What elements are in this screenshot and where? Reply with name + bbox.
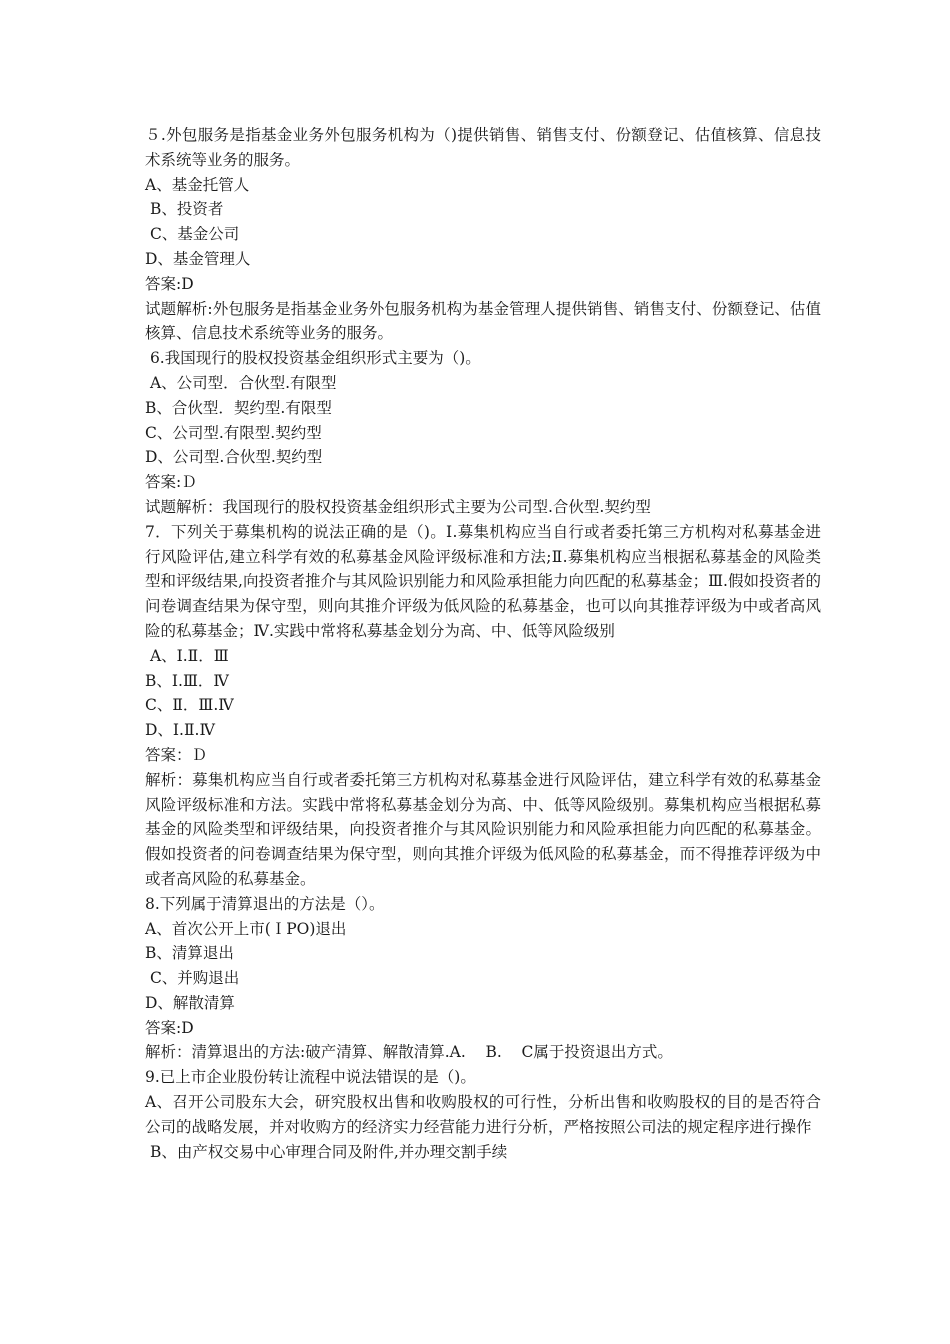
question-5-analysis: 试题解析:外包服务是指基金业务外包服务机构为基金管理人提供销售、销售支付、份额登记、估值核算、信息技术系统等业务的服务。 bbox=[145, 299, 821, 343]
question-8-option-c: C、并购退出 bbox=[145, 969, 240, 988]
question-5-option-a: A、基金托管人 bbox=[145, 175, 250, 194]
question-9-option-a: A、召开公司股东大会，研究股权出售和收购股权的可行性，分析出售和收购股权的目的是否符合公司的战略发展，并对收购方的经济实力经营能力进行分析，严格按照公司法的规定程序进行操作 bbox=[145, 1093, 821, 1136]
document-body bbox=[145, 123, 821, 1164]
question-7-stem: 7．下列关于募集机构的说法正确的是（)。Ⅰ.募集机构应当自行或者委托第三方机构对私募基金进行风险评估,建立科学有效的私募基金风险评级标准和方法;Ⅱ.募集机构应当根据私募基金的风险类型和评级结果,向投资者推介与其风险识别能力和风险承担能力向匹配的私募基金；Ⅲ.假如投资者的问卷调查结果为保守型，则向其推介评级为低风险的私募基金，也可以向其推荐评级为中或者高风险的私募基金；Ⅳ.实践中常将私募基金划分为高、中、低等风险级别 bbox=[145, 522, 821, 640]
question-6-option-c: C、公司型.有限型.契约型 bbox=[145, 423, 322, 442]
question-5-answer: 答案:D bbox=[145, 274, 194, 293]
question-7-option-c: C、Ⅱ．Ⅲ.Ⅳ bbox=[145, 696, 234, 715]
question-5-option-d: D、基金管理人 bbox=[145, 249, 251, 268]
question-7-option-d: D、Ⅰ.Ⅱ.Ⅳ bbox=[145, 721, 215, 740]
question-8-option-b: B、清算退出 bbox=[145, 944, 234, 963]
question-6-option-a: A、公司型．合伙型.有限型 bbox=[145, 373, 337, 392]
question-5-stem: ５.外包服务是指基金业务外包服务机构为（)提供销售、销售支付、份额登记、估值核算、信息技术系统等业务的服务。 bbox=[145, 126, 821, 169]
question-8-analysis: 解析：清算退出的方法:破产清算、解散清算.A. B. C属于投资退出方式。 bbox=[145, 1043, 673, 1062]
question-8-option-d: D、解散清算 bbox=[145, 993, 235, 1012]
question-7-option-b: B、Ⅰ.Ⅲ．Ⅳ bbox=[145, 671, 229, 690]
question-5-option-c: C、基金公司 bbox=[145, 225, 240, 244]
question-6-stem: 6.我国现行的股权投资基金组织形式主要为（)。 bbox=[145, 349, 481, 368]
question-6-option-b: B、合伙型．契约型.有限型 bbox=[145, 398, 332, 417]
question-5-option-b: B、投资者 bbox=[145, 200, 224, 219]
question-9-option-b: B、由产权交易中心审理合同及附件,并办理交割手续 bbox=[145, 1142, 508, 1161]
question-7-analysis: 解析：募集机构应当自行或者委托第三方机构对私募基金进行风险评估，建立科学有效的私募基金风险评级标准和方法。实践中常将私募基金划分为高、中、低等风险级别。募集机构应当根据私募基金的风险类型和评级结果，向投资者推介与其风险识别能力和风险承担能力向匹配的私募基金。假如投资者的问卷调查结果为保守型，则向其推介评级为低风险的私募基金，而不得推荐评级为中或者高风险的私募基金。 bbox=[145, 770, 821, 888]
question-7-option-a: A、Ⅰ.Ⅱ．Ⅲ bbox=[145, 646, 229, 665]
question-8-stem: 8.下列属于清算退出的方法是（）。 bbox=[145, 894, 385, 913]
question-8-option-a: A、首次公开上市(ＩPO)退出 bbox=[145, 919, 347, 938]
question-8-answer: 答案:D bbox=[145, 1018, 194, 1037]
question-7-answer: 答案：Ｄ bbox=[145, 745, 208, 764]
question-9-stem: 9.已上市企业股份转让流程中说法错误的是（)。 bbox=[145, 1068, 476, 1087]
question-6-analysis: 试题解析：我国现行的股权投资基金组织形式主要为公司型.合伙型.契约型 bbox=[145, 497, 651, 516]
question-6-answer: 答案:Ｄ bbox=[145, 473, 197, 492]
question-6-option-d: D、公司型.合伙型.契约型 bbox=[145, 448, 323, 467]
